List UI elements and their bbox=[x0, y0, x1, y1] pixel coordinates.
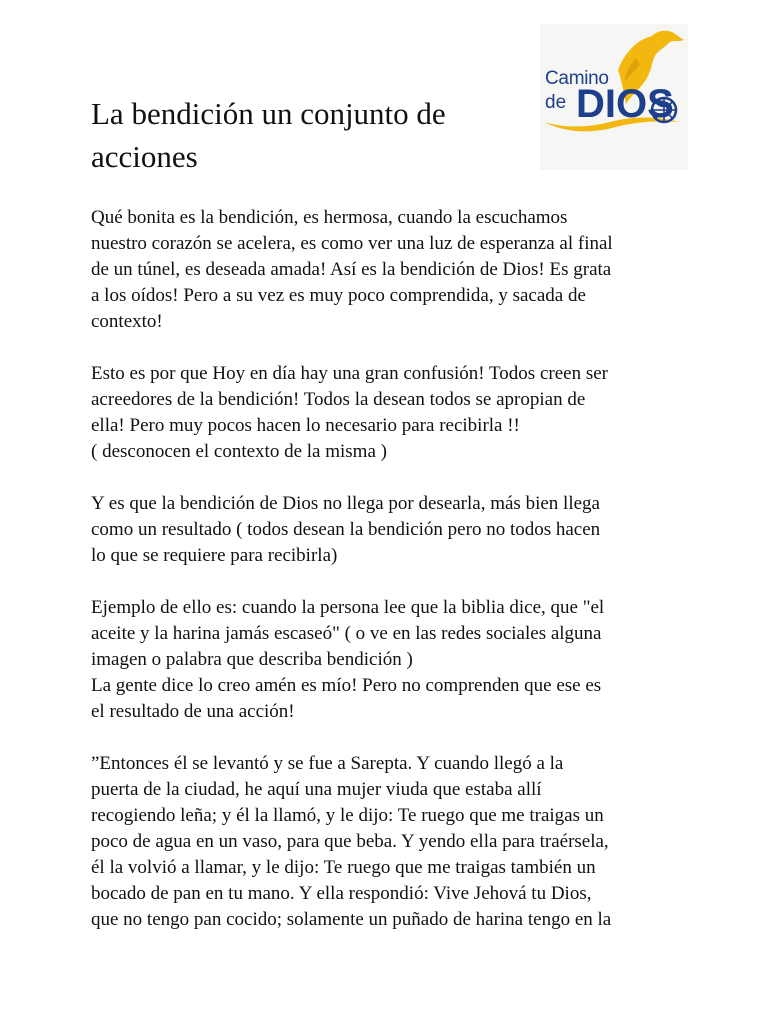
paragraph: ”Entonces él se levantó y se fue a Sarepta. Y cuando llegó a la puerta de la ciudad, he aquí una mujer viuda que estaba allí recogiendo leña; y él la llamó, y le dijo: Te ruego que me traigas un poco de agua en un vaso, para que beba. Y yendo ella para traérsela, él la volvió a llamar, y le dijo: Te ruego que me traigas también un bocado de pan en tu mano. Y ella respondió: Vive Jehová tu Dios, que no tengo pan cocido; solamente un puñado de harina tengo en la bbox=[91, 753, 612, 930]
paragraph: Esto es por que Hoy en día hay una gran confusión! Todos creen ser acreedores de la bendición! Todos la desean todos se apropian de ella! Pero muy pocos hacen lo necesario para recibirla !! ( desconocen el contexto de la misma ) bbox=[91, 363, 608, 462]
logo-word-camino: Camino bbox=[545, 68, 609, 89]
document-body bbox=[91, 205, 691, 959]
logo-word-de: de bbox=[545, 92, 567, 113]
paragraph: Qué bonita es la bendición, es hermosa, cuando la escuchamos nuestro corazón se acelera, es como ver una luz de esperanza al final de un túnel, es deseada amada! Así es la bendición de Dios! Es grata a los oídos! Pero a su vez es muy poco comprendida, y sacada de contexto! bbox=[91, 207, 613, 332]
paragraph: Ejemplo de ello es: cuando la persona lee que la biblia dice, que "el aceite y la harina jamás escaseó" ( o ve en las redes sociales alguna imagen o palabra que describa bendición ) La gente dice lo creo amén es mío! Pero no comprenden que ese es el resultado de una acción! bbox=[91, 597, 605, 722]
document-title: La bendición un conjunto de acciones bbox=[91, 96, 446, 174]
logo-word-dios: DIOS bbox=[576, 82, 674, 126]
paragraph: Y es que la bendición de Dios no llega por desearla, más bien llega como un resultado ( todos desean la bendición pero no todos hacen lo que se requiere para recibirla) bbox=[91, 493, 601, 566]
camino-de-dios-logo bbox=[540, 24, 688, 170]
